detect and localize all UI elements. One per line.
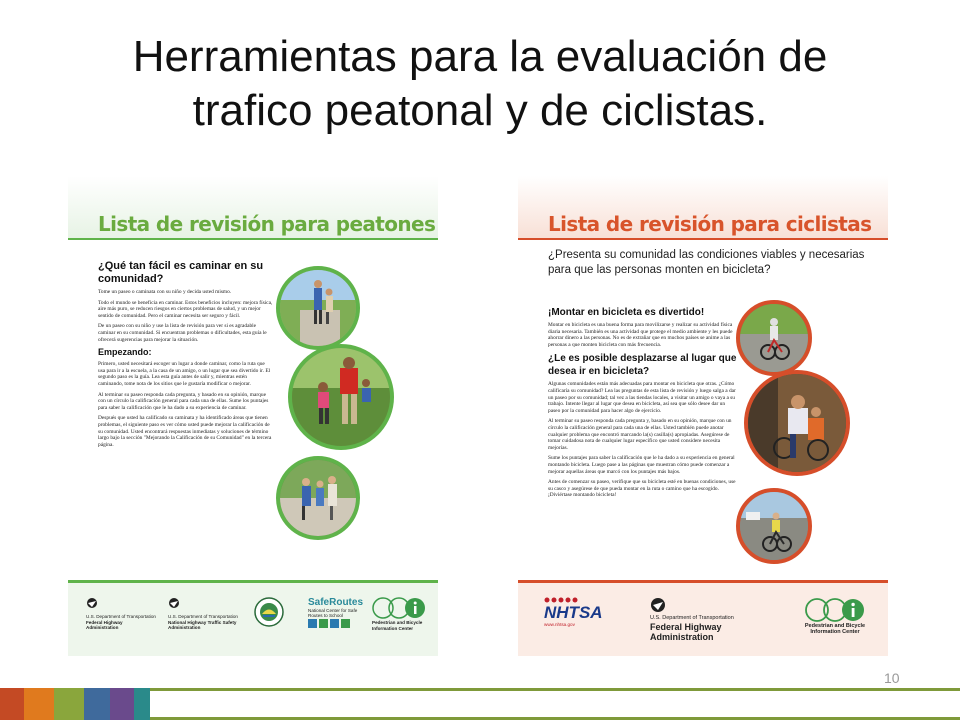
color-block [54, 688, 84, 720]
pedestrian-bicycle-info-icon [372, 597, 426, 620]
paragraph: Antes de comenzar su paseo, verifique que su bicicleta esté en buenas condiciones, use su casco y asegúrese de que pueda montar en la ruta o camino que ha escogido. ¡Diviértase montando bicicleta! [548, 479, 736, 499]
slide-title-line-1: Herramientas para la evaluación de [132, 32, 828, 81]
pbic-logo [790, 597, 880, 635]
paragraph: Montar en bicicleta es una buena forma para movilizarse y realizar su actividad física diaria necesaria. También es una actividad que protege el medio ambiente y les puede ahorrar dinero a las personas. No es de extrañar que en muchos países se anime a las personas a que monten bicicleta con más frecuencia. [548, 322, 733, 348]
cyclist-on-road-photo [736, 488, 812, 564]
logo-line: Federal Highway Administration [650, 621, 722, 642]
pedestrian-question-heading: ¿Qué tan fácil es caminar en su comunidad? [98, 260, 264, 285]
saferoutes-logo [308, 597, 364, 630]
pedestrian-text-column [98, 258, 273, 452]
pedestrian-checklist-title: Lista de revisión para peatones [98, 212, 436, 236]
logo-line: www.nhtsa.gov [544, 622, 575, 628]
getting-started-heading: Empezando: [98, 347, 152, 358]
cyclist-checklist-title: Lista de revisión para ciclistas [548, 212, 872, 236]
pedestrian-checklist-header [68, 176, 438, 238]
paragraph: Sume los puntajes para saber la calificación que le ha dado a su experiencia en general montando bicicleta. Luego pase a las páginas que muestran cómo puede comenzar a mejorar aquellas áreas que marcó con los puntajes más bajos. [548, 455, 735, 475]
nhtsa-wordmark: NHTSA [544, 603, 603, 623]
epa-seal-icon [254, 597, 284, 628]
family-walking-photo [288, 344, 394, 450]
fun-heading: ¡Montar en bicicleta es divertido! [548, 307, 705, 318]
logo-line: Information Center [810, 628, 860, 635]
fhwa-logo [650, 597, 770, 642]
color-block [0, 688, 24, 720]
cyclist-checklist-body [518, 240, 888, 580]
logo-line: U.S. Department of Transportation [168, 614, 238, 620]
logo-line: Pedestrian and Bicycle [372, 620, 423, 626]
paragraph: Al terminar su paseo responda cada pregunta y, basado en su opinión, marque con un círculo la calificación general para cada una de ellas. Usted también puede anotar cualquier problema que encontró marcando la(s) casilla(s) apropiadas. Asegúrese de tomar cuidadosa nota de cualquier lugar específico que usted considere necesita mejorías. [548, 418, 732, 451]
logo-line: Information Center [372, 625, 414, 631]
paragraph: Al terminar su paseo responda cada pregunta, y basado en su opinión, marque con un círculo la calificación general para cada una de ellas. Sume los puntajes para saber la calificación que le ha dado a su experiencia de caminar. [98, 391, 269, 411]
cyclist-checklist-image [518, 176, 888, 656]
nhtsa-logo [544, 597, 614, 628]
logo-line: Federal Highway Administration [86, 619, 123, 631]
dot-emblem-icon [86, 597, 98, 614]
paragraph: Algunas comunidades están más adecuadas para montar en bicicleta que otras. ¿Cómo calificaría su comunidad? Lea las preguntas de esta lista de revisión y luego salga a dar un paseo por su comunidad; tal vez a las tiendas locales, a visitar un amigo o vaya a su trabajo. Intente llegar al lugar que desea en bicicleta, así sea que sólo desee dar un paseo por la comunidad para hacer algo de ejercicio. [548, 381, 736, 414]
logo-line: Pedestrian and Bicycle [804, 623, 866, 630]
grandparents-walking-photo [276, 456, 360, 540]
epa-logo [254, 597, 298, 628]
cyclist-intro-question: ¿Presenta su comunidad las condiciones viables y necesarias para que las personas monten en bicicleta? [548, 249, 865, 276]
paragraph: Después que usted ha calificado su caminata y ha identificado áreas que tienen problemas, el siguiente paso es ver cómo usted puede mejorar la calificación de su comunidad. Usted encontrará respuestas inmediatas y soluciones de término largo bajo la sección "Mejorando la Calificación de su Comunidad" en la tercera página. [98, 415, 272, 448]
paragraph: De un paseo con su niño y use la lista de revisión para ver si es agradable caminar en su comunidad. Si encuentran problemas o dificultades, esta guía le ofrecerá sugerencias para mejorar la situación. [98, 323, 267, 343]
slide-title-line-2: trafico peatonal y de ciclistas. [192, 86, 768, 135]
pedestrian-checklist-body [68, 240, 438, 580]
fhwa-logo [86, 597, 156, 631]
slide-number: 10 [884, 670, 900, 686]
logo-line: U.S. Department of Transportation [650, 615, 734, 622]
parent-helping-child-photo [744, 370, 850, 476]
pedestrian-checklist-image [68, 176, 438, 656]
color-block [134, 688, 150, 720]
paragraph: Todo el mundo se beneficia en caminar. Estos beneficios incluyen: mejora física, aire más puro, se reducen riesgos en ciertos problemas de salud, y un mejor sentido de comunidad. Pero el caminar necesita ser seguro y fácil. [98, 299, 273, 319]
logo-line: National Center for Safe Routes to School [308, 608, 358, 619]
dot-emblem-icon [650, 597, 666, 616]
pbic-logo [372, 597, 432, 631]
color-block [24, 688, 54, 720]
paragraph: Primero, usted necesitará escoger un lugar a donde caminar, como la ruta que usa para ir a la escuela, a la casa de un amigo, o un lugar que sea divertido ir. El segundo paso es la guía. Lea esta guía antes de salir y, mientras estén caminando, tome nota de los sitios que le gustaría modificar o mejorar. [98, 361, 271, 387]
sponsor-logos [68, 583, 438, 656]
can-you-bike-heading: ¿Le es posible desplazarse al lugar que desea ir en bicicleta? [548, 353, 737, 378]
logo-line: National Highway Traffic Safety Administration [168, 619, 237, 631]
nhtsa-dot-logo [168, 597, 246, 631]
sponsor-logos [518, 583, 888, 656]
color-block [84, 688, 110, 720]
bar-top-line [150, 688, 960, 691]
paragraph: Tome un paseo o caminata con su niño y decida usted mismo. [98, 289, 232, 295]
color-block [110, 688, 134, 720]
walking-family-photo [276, 266, 360, 350]
cyclist-checklist-header [518, 176, 888, 238]
bottom-color-bar [0, 688, 960, 720]
pedestrian-bicycle-info-icon [805, 597, 865, 624]
saferoutes-wordmark: SafeRoutes [308, 597, 364, 608]
child-bicycling-photo [736, 300, 812, 376]
logo-line: U.S. Department of Transportation [86, 614, 156, 620]
saferoutes-icons [308, 619, 352, 630]
dot-emblem-icon [168, 597, 180, 614]
slide-title [0, 30, 960, 138]
cyclist-text-column [548, 304, 738, 503]
